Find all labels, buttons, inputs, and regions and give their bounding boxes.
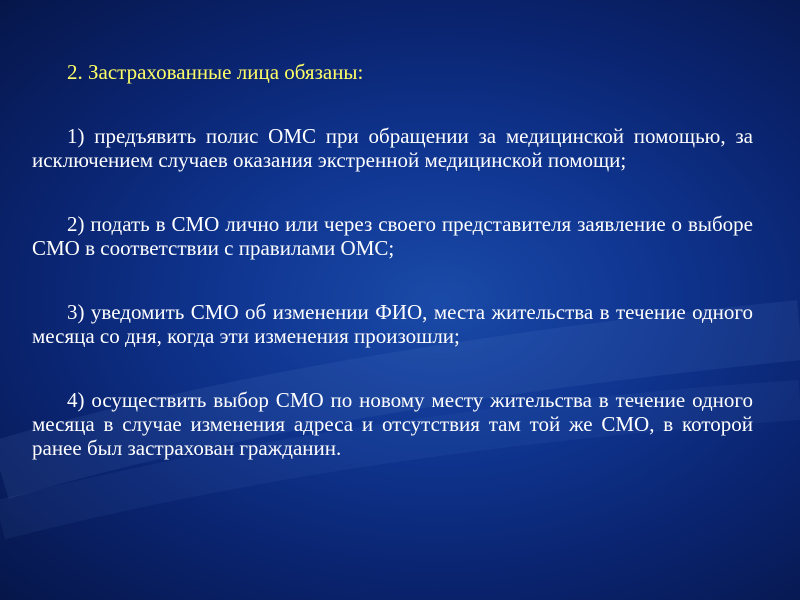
slide-content (32, 60, 753, 460)
list-item-3: 3) уведомить СМО об изменении ФИО, места жительства в течение одного месяца со дня, когда эти изменения произошли; (32, 300, 753, 348)
list-item-1: 1) предъявить полис ОМС при обращении за медицинской помощью, за исключением случаев оказания экстренной медицинской помощи; (32, 124, 753, 172)
slide-heading: 2. Застрахованные лица обязаны: (67, 60, 364, 84)
list-item-4: 4) осуществить выбор СМО по новому месту жительства в течение одного месяца в случае изменения адреса и отсутствия там той же СМО, в которой ранее был застрахован гражданин. (32, 388, 753, 460)
list-item-2: 2) подать в СМО лично или через своего представителя заявление о выборе СМО в соответствии с правилами ОМС; (32, 212, 753, 260)
